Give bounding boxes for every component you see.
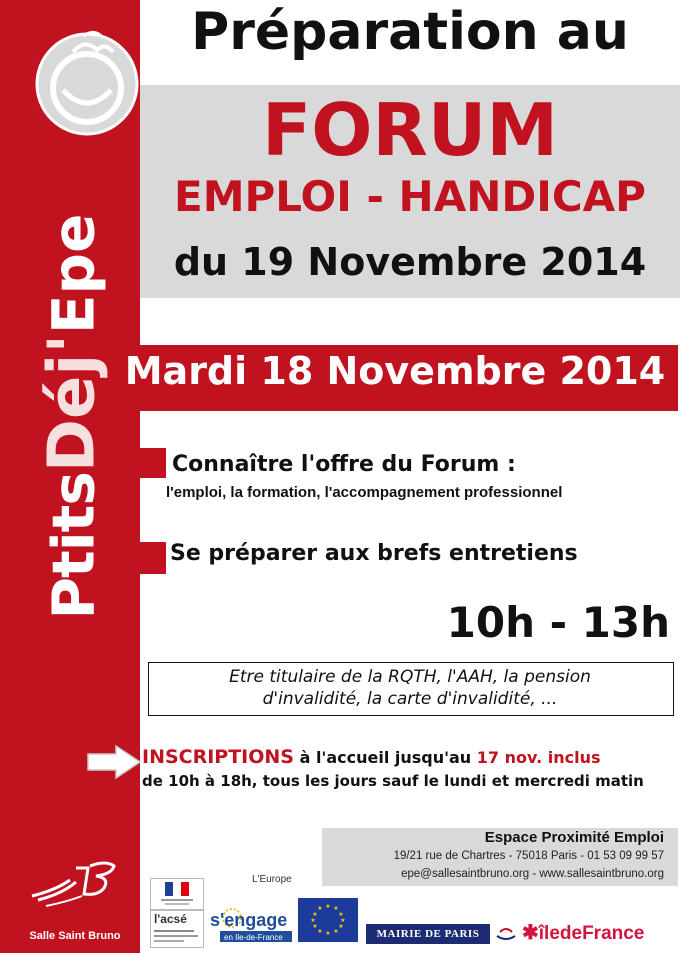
event-date: Mardi 18 Novembre 2014 — [124, 349, 666, 393]
svg-text:★: ★ — [333, 905, 339, 912]
mairie-de-paris-logo: MAIRIE DE PARIS — [366, 924, 490, 944]
idf-label: îledeFrance — [538, 923, 645, 944]
conditions-text — [150, 666, 670, 710]
forum-date: du 19 Novembre 2014 — [173, 240, 647, 284]
event-time: 10h - 13h — [446, 598, 670, 647]
svg-text:★: ★ — [317, 928, 323, 935]
point-1-title: Connaître l'offre du Forum : — [172, 452, 516, 477]
svg-text:★: ★ — [310, 917, 316, 924]
brand-ptits: Ptits — [39, 472, 108, 620]
inscriptions-label: INSCRIPTIONS — [142, 746, 294, 768]
svg-text:★: ★ — [312, 923, 318, 930]
svg-text:★: ★ — [325, 903, 331, 910]
contact-name: Espace Proximité Emploi — [484, 829, 664, 846]
paris-ship-icon — [494, 922, 518, 946]
coffee-cup-logo-icon — [33, 30, 141, 138]
title-forum: FORUM — [262, 88, 558, 172]
bullet-marker — [140, 448, 166, 478]
sengage-sub-text: en Ile-de-France — [224, 933, 283, 942]
inscriptions-hours: de 10h à 18h, tous les jours sauf le lundi et mercredi matin — [142, 772, 644, 790]
brand-dej: Déj' — [35, 334, 110, 473]
arrow-right-icon — [86, 744, 142, 780]
sengage-text: s'engage — [210, 910, 288, 930]
french-flag-icon — [151, 879, 203, 909]
svg-text:★: ★ — [317, 905, 323, 912]
europe-sengage-logo-icon — [208, 904, 294, 944]
org-label: Salle Saint Bruno — [29, 930, 121, 942]
svg-text:★: ★ — [338, 911, 344, 918]
page-title: Préparation au — [191, 2, 629, 62]
inscriptions-text: à l'accueil jusqu'au — [294, 748, 477, 767]
europe-label: L'Europe — [252, 874, 292, 885]
svg-text:★: ★ — [333, 928, 339, 935]
contact-address: 19/21 rue de Chartres - 75018 Paris - 01 53 09 99 57 — [393, 850, 664, 862]
conditions-line-2: d'invalidité, la carte d'invalidité, ... — [262, 689, 558, 709]
acse-logo — [150, 910, 204, 948]
acse-label: l'acsé — [154, 912, 187, 926]
ile-de-france-logo — [522, 920, 644, 945]
svg-text:★: ★ — [340, 917, 346, 924]
acse-text-lines-icon — [154, 928, 200, 944]
inscriptions-line — [142, 746, 601, 768]
contact-email-web: epe@sallesaintbruno.org - www.sallesaintbruno.org — [401, 868, 664, 880]
title-emploi-handicap: EMPLOI - HANDICAP — [174, 172, 646, 221]
bullet-marker — [140, 542, 166, 574]
point-1-subtitle: l'emploi, la formation, l'accompagnement professionnel — [166, 484, 563, 501]
brand-vertical-title — [23, 213, 123, 620]
salle-saint-bruno-logo-icon — [26, 860, 126, 910]
point-2-title: Se préparer aux brefs entretiens — [170, 541, 578, 566]
svg-text:★: ★ — [338, 923, 344, 930]
eu-flag-icon — [298, 898, 358, 942]
inscriptions-deadline: 17 nov. inclus — [476, 748, 601, 767]
brand-epe: Epe — [39, 213, 108, 335]
republique-francaise-logo — [150, 878, 204, 910]
conditions-line-1: Etre titulaire de la RQTH, l'AAH, la pension — [229, 667, 591, 687]
svg-text:★: ★ — [312, 911, 318, 918]
svg-text:★: ★ — [325, 930, 331, 937]
idf-star-icon: ✱ — [522, 922, 539, 944]
